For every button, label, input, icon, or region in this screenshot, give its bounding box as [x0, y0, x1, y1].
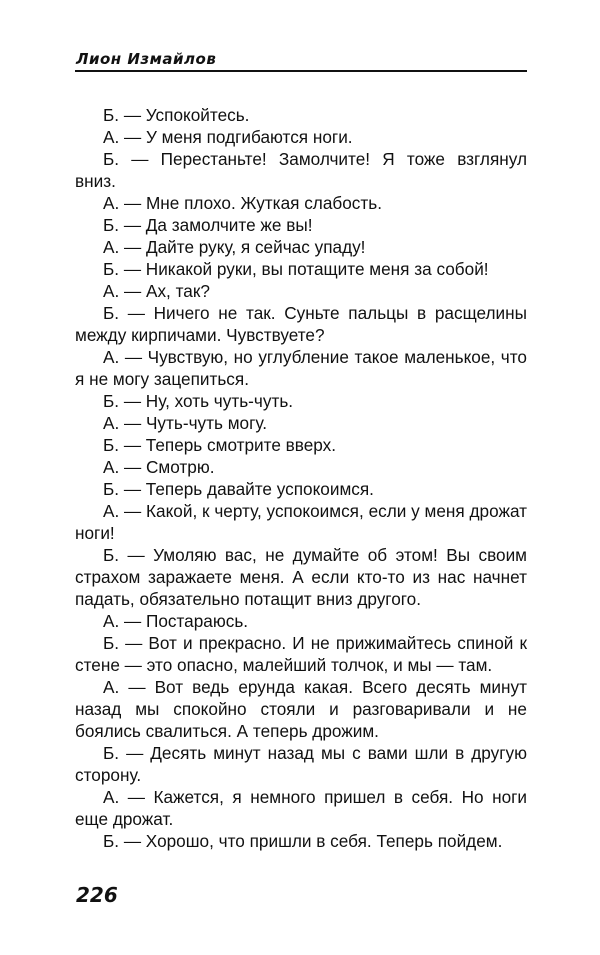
- dialogue-line: А. — Какой, к черту, успокоимся, если у меня дрожат ноги!: [75, 501, 527, 543]
- dialogue-line: Б. — Умоляю вас, не думайте об этом! Вы своим страхом заражаете меня. А если кто-то из нас начнет падать, обязательно потащит вниз другого.: [75, 545, 527, 609]
- dialogue-line: Б. — Вот и прекрасно. И не прижимайтесь спиной к стене — это опасно, малейший толчок, и мы — там.: [75, 633, 527, 675]
- dialogue-line: Б. — Перестаньте! Замолчите! Я тоже взглянул вниз.: [75, 149, 527, 191]
- page-number: 226: [76, 883, 118, 907]
- dialogue-line: Б. — Да замолчите же вы!: [103, 215, 313, 235]
- dialogue-line: А. — Чуть-чуть могу.: [103, 413, 268, 433]
- dialogue-line: Б. — Теперь смотрите вверх.: [103, 435, 337, 455]
- dialogue-line: А. — Ах, так?: [103, 281, 210, 301]
- dialogue-line: Б. — Ничего не так. Суньте пальцы в расщелины между кирпичами. Чувствуете?: [75, 303, 527, 345]
- dialogue-line: Б. — Успокойтесь.: [103, 105, 250, 125]
- dialogue-line: А. — Чувствую, но углубление такое маленькое, что я не могу зацепиться.: [75, 347, 527, 389]
- dialogue-line: Б. — Хорошо, что пришли в себя. Теперь пойдем.: [103, 831, 503, 851]
- page-body-text: [75, 104, 527, 852]
- dialogue-line: А. — Кажется, я немного пришел в себя. Но ноги еще дрожат.: [75, 787, 527, 829]
- dialogue-line: Б. — Теперь давайте успокоимся.: [103, 479, 374, 499]
- dialogue-line: А. — У меня подгибаются ноги.: [103, 127, 353, 147]
- dialogue-line: А. — Вот ведь ерунда какая. Всего десять минут назад мы спокойно стояли и разговаривали и не боялись свалиться. А теперь дрожим.: [75, 677, 527, 741]
- dialogue-line: А. — Постараюсь.: [103, 611, 249, 631]
- header-rule: [75, 70, 527, 72]
- dialogue-line: А. — Дайте руку, я сейчас упаду!: [103, 237, 366, 257]
- dialogue-line: Б. — Ну, хоть чуть-чуть.: [103, 391, 294, 411]
- dialogue-line: Б. — Никакой руки, вы потащите меня за собой!: [103, 259, 489, 279]
- running-header-author: Лион Измайлов: [76, 50, 217, 68]
- dialogue-line: А. — Мне плохо. Жуткая слабость.: [103, 193, 382, 213]
- dialogue-line: Б. — Десять минут назад мы с вами шли в другую сторону.: [75, 743, 527, 785]
- dialogue-line: А. — Смотрю.: [103, 457, 215, 477]
